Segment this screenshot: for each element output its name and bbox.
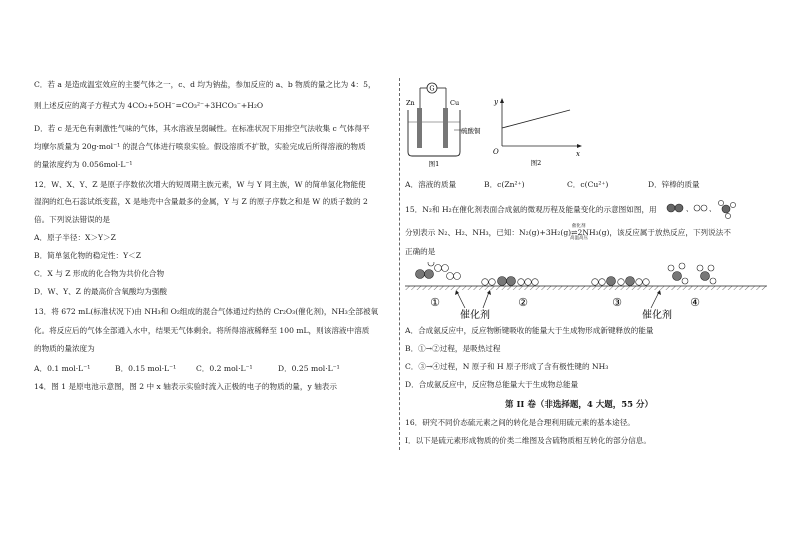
n2-molecule-icon [667,204,675,212]
q11-option-d-line2: 均摩尔质量为 20g·mol⁻¹ 的混合气体进行喷泉实验。假设溶质不扩散，实验完成后所得溶液的物质 [34,142,366,151]
beaker-icon [408,110,460,156]
q15-condition-top: 催化剂 [572,224,586,229]
q16-stem-line1: 16．研究不同价态硫元素之间的转化是合理利用硫元素的基本途径。 [405,418,635,427]
stage3-molecules [592,277,650,286]
nh3-molecule-icon [722,205,730,213]
figure1-caption: 图1 [428,160,440,168]
stage2-molecules [482,277,539,286]
catalyst-arrow-1 [457,292,465,308]
q13-option-d: D．0.25 mol·L⁻¹ [278,364,340,373]
q11-option-d-line1: D．若 c 是无色有刺激性气味的气体，其水溶液呈弱碱性。在标准状况下用排空气法收集 c 气体得平 [34,124,370,133]
catalyst-arrow-2 [483,292,489,308]
graph-line [502,110,570,128]
q12-stem-line2: 湿润的红色石蕊试纸变蓝，X 是地壳中含量最多的金属，Y 与 Z 的原子序数之和是 W 的质子数的 2 [34,197,368,206]
q13-option-a: A．0.1 mol·L⁻¹ [34,364,91,373]
q12-option-d: D．W、Y、Z 的最高价含氧酸均为强酸 [34,287,167,296]
q13-stem-line3: 的物质的量浓度为 [34,344,95,353]
h2-molecule-icon [694,205,700,211]
cu-electrode [443,108,448,148]
q13-option-c: C．0.2 mol·L⁻¹ [196,364,253,373]
q15-option-b: B．①→②过程，是吸热过程 [405,344,501,353]
galvanometer-label: G [429,84,435,93]
y-axis-label: y [494,98,498,106]
molecule-legend [666,199,756,221]
zn-electrode-label: Zn [406,99,415,107]
q16-stem-line2: Ⅰ．以下是硫元素形成物质的价类二维图及含硫物质相互转化的部分信息。 [405,436,651,445]
q13-stem-line1: 13．将 672 mL(标准状况下)由 NH₃和 O₂组成的混合气体通过灼热的 Cr₂O₃(催化剂)，NH₃全部被氧 [34,307,379,316]
section-2-heading: 第 II 卷（非选择题，4 大题，55 分） [505,400,654,410]
q12-option-b: B．简单氢化物的稳定性：Y＜Z [34,251,141,260]
svg-text:、: 、 [686,205,693,213]
q12-stem-line1: 12．W、X、Y、Z 是原子序数依次增大的短周期主族元素，W 与 Y 同主族，W 的简单氢化物能使 [34,180,366,189]
catalyst-surface [405,286,767,290]
q11-option-c-line2: 则上述反应的离子方程式为 4CO₂+5OH⁻=CO₃²⁻+3HCO₃⁻+H₂O [34,101,264,110]
q11-option-c-line1: C．若 a 是造成温室效应的主要气体之一，c、d 均为钠盐，参加反应的 a、b 物质的量之比为 4：5， [34,80,376,89]
cu-electrode-label: Cu [450,99,460,107]
catalyst-label-2: 催化剂 [642,310,672,321]
column-divider [399,78,400,450]
q15-option-d: D．合成氨反应中，反应物总能量大于生成物总能量 [405,380,579,389]
q15-option-c: C．③→④过程，N 原子和 H 原子形成了含有极性键的 NH₃ [405,362,609,371]
q15-condition-bottom: 高温高压 [570,236,588,241]
solution-label: 硫酸铜 [461,127,481,135]
q14-option-c: C．c(Cu²⁺) [567,180,609,189]
q11-option-d-line3: 的量浓度约为 0.056mol·L⁻¹ [34,160,133,169]
catalyst-arrow-3 [651,292,659,308]
zn-electrode [417,108,422,148]
figure1-galvanic-cell [402,80,492,168]
x-axis-label: x [576,150,580,158]
q15-stem-line2: 分别表示 N₂、H₂、NH₃，已知：N₂(g)+3H₂(g)⇌2NH₃(g)，该反应属于放热反应，下列说法不 [405,228,731,237]
figure2-graph [490,94,585,168]
catalyst-surface-diagram [405,262,767,322]
step-label-4: ④ [690,296,700,309]
q14-option-a: A．溶液的质量 [405,180,457,189]
q15-stem-line1: 15．N₂和 H₂在催化剂表面合成氨的微观历程及能量变化的示意图如图，用 [405,205,657,214]
figure2-caption: 图2 [530,159,542,167]
q14-option-d: D．锌棒的质量 [648,180,700,189]
svg-text:、: 、 [709,205,716,213]
stage4-molecules [668,263,716,284]
stage1-molecules [416,262,461,280]
q15-option-a: A．合成氨反应中，反应物断键吸收的能量大于生成物形成新键释放的能量 [405,326,654,335]
catalyst-label-1: 催化剂 [460,310,490,321]
q14-option-b: B．c(Zn²⁺) [484,180,525,189]
q13-option-b: B．0.15 mol·L⁻¹ [115,364,177,373]
q14-stem-line1: 14．图 1 是原电池示意图，图 2 中 x 轴表示实验时流入正极的电子的物质的量，y 轴表示 [34,382,337,391]
step-label-2: ② [518,296,528,309]
q15-stem-line3: 正确的是 [405,247,436,256]
q12-option-a: A．原子半径：X＞Y＞Z [34,233,116,242]
q12-stem-line3: 倍。下列说法错误的是 [34,215,110,224]
step-label-1: ① [430,296,440,309]
q13-stem-line2: 化。将反应后的气体全部通入水中，结果无气体剩余。将所得溶液稀释至 100 mL，则该溶液中溶质 [34,326,370,335]
step-label-3: ③ [612,296,622,309]
q12-option-c: C．X 与 Z 形成的化合物为共价化合物 [34,269,165,278]
origin-label: O [493,148,499,156]
